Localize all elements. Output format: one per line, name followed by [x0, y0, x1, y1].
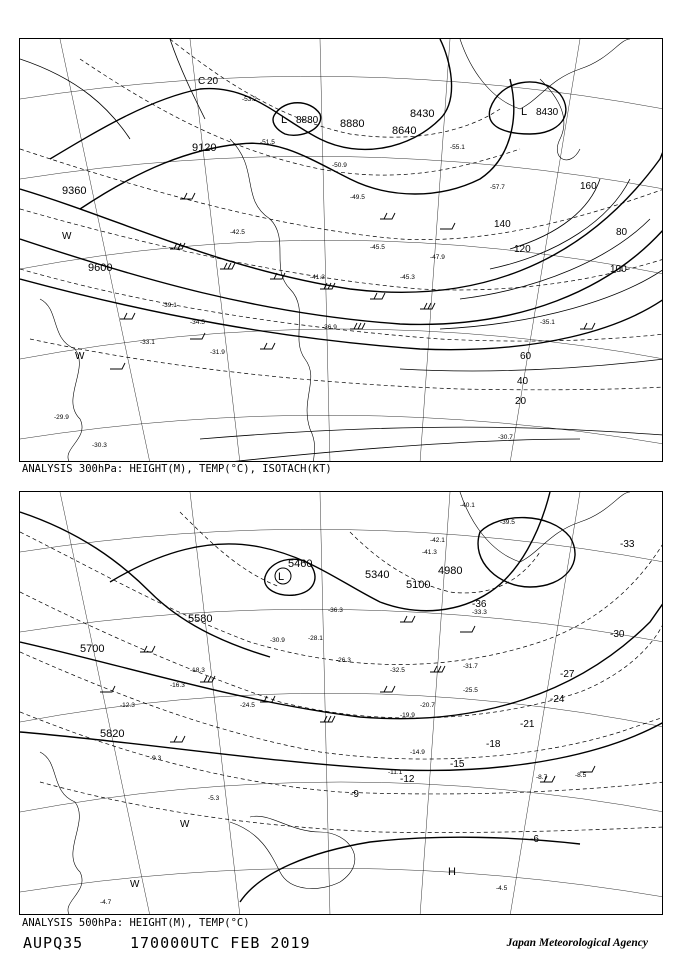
station-temp: -33.3	[472, 609, 487, 616]
station-temp: -47.9	[430, 254, 445, 261]
station-temp: -14.9	[410, 749, 425, 756]
station-temp: -11.1	[388, 769, 403, 776]
isotach-label: 120	[514, 244, 531, 255]
station-temp: -39.1	[162, 302, 177, 309]
warm-center-marker: W	[75, 351, 85, 362]
height-contours-300	[20, 39, 663, 350]
station-temp: -50.9	[332, 162, 347, 169]
height-label: 5700	[80, 643, 105, 655]
station-temp: -41.3	[310, 274, 325, 281]
isotherm-label: -24	[550, 694, 565, 705]
isotherm-label: -36	[472, 599, 487, 610]
low-center-value: 8430	[536, 107, 559, 118]
station-temp: -41.3	[422, 549, 437, 556]
station-temp: -28.1	[308, 635, 323, 642]
height-label: 5100	[406, 579, 431, 591]
cold-center-marker: C	[198, 76, 206, 87]
map-500hpa-graphic	[20, 492, 663, 915]
low-center-marker: L	[521, 106, 528, 118]
isotherm-label: -6	[530, 834, 539, 845]
isotherm-label: -9	[350, 789, 359, 800]
station-temp: -30.3	[92, 442, 107, 449]
warm-center-marker: W	[180, 819, 190, 830]
wind-barbs-500	[100, 616, 595, 782]
station-temp: -40.1	[460, 502, 475, 509]
station-temp: -42.5	[230, 229, 245, 236]
low-center-marker: L	[278, 571, 285, 583]
station-temp: -51.5	[260, 139, 275, 146]
station-temp: -32.5	[390, 667, 405, 674]
station-temp: -24.5	[240, 702, 255, 709]
station-temp: -34.5	[190, 319, 205, 326]
station-temp: -49.5	[350, 194, 365, 201]
station-temp: -45.3	[400, 274, 415, 281]
isotach-label: 100	[610, 264, 627, 275]
isotherm-label: -30	[610, 629, 625, 640]
map-panel-500hpa	[19, 491, 663, 915]
station-temp: -53.2	[242, 96, 257, 103]
station-temp: -8.5	[575, 772, 587, 779]
isotherm-label: -21	[520, 719, 535, 730]
height-label: 8430	[410, 108, 435, 120]
station-temp: -57.7	[490, 184, 505, 191]
station-temp: -30.7	[498, 434, 513, 441]
isotherm-label: -33	[620, 539, 635, 550]
cold-center-value: 20	[207, 76, 219, 87]
isotherm-label: -27	[560, 669, 575, 680]
station-temp: -8.7	[536, 774, 548, 781]
station-temp: -35.1	[540, 319, 555, 326]
isotach-label: 160	[580, 181, 597, 192]
panel-caption-300hpa: ANALYSIS 300hPa: HEIGHT(M), TEMP(°C), ISOTACH(KT)	[22, 463, 332, 475]
graticule-lines	[20, 39, 663, 462]
station-temp: -25.5	[463, 687, 478, 694]
station-temp: -9.3	[150, 755, 162, 762]
isotherm-label: -18	[486, 739, 501, 750]
station-temp: -31.7	[463, 663, 478, 670]
height-label: 8640	[392, 125, 417, 137]
height-label: 5820	[100, 728, 125, 740]
station-temp: -31.9	[210, 349, 225, 356]
map-300hpa-graphic	[20, 39, 663, 462]
height-label: 4980	[438, 565, 463, 577]
height-label: 9120	[192, 142, 217, 154]
station-temp: -4.5	[496, 885, 508, 892]
station-temp: -33.1	[140, 339, 155, 346]
isotach-label: 140	[494, 219, 511, 230]
isotach-label: 60	[520, 351, 532, 362]
isotach-label: 80	[616, 227, 628, 238]
station-temp: -12.3	[120, 702, 135, 709]
station-temp: -45.5	[370, 244, 385, 251]
station-temp: -55.1	[450, 144, 465, 151]
height-label: 9360	[62, 185, 87, 197]
warm-center-marker: W	[62, 231, 72, 242]
station-temp: -4.7	[100, 899, 112, 906]
station-temp: -26.3	[336, 657, 351, 664]
station-temp: -20.7	[420, 702, 435, 709]
chart-code: AUPQ35	[23, 934, 84, 952]
height-label: 5460	[288, 558, 313, 570]
isotachs-300	[20, 39, 663, 462]
height-label: 9600	[88, 262, 113, 274]
isotherm-labels-500	[350, 539, 635, 845]
low-center-marker: L	[281, 114, 288, 126]
station-temp: -19.9	[400, 712, 415, 719]
isotach-label: 40	[517, 376, 529, 387]
station-temps-500	[100, 502, 587, 906]
isotherm-label: -15	[450, 759, 465, 770]
isotherms-300	[20, 39, 663, 390]
graticule-lines	[20, 492, 663, 915]
high-center-marker: H	[448, 866, 456, 878]
panel-caption-500hpa: ANALYSIS 500hPa: HEIGHT(M), TEMP(°C)	[22, 917, 250, 929]
station-temp: -5.3	[208, 795, 220, 802]
isotach-label: 20	[515, 396, 527, 407]
station-temp: -39.5	[500, 519, 515, 526]
station-temp: -36.3	[328, 607, 343, 614]
isotherm-label: -12	[400, 774, 415, 785]
height-label: 5340	[365, 569, 390, 581]
low-center-value: 8880	[296, 115, 319, 126]
station-temp: -16.3	[170, 682, 185, 689]
height-label: 8880	[340, 118, 365, 130]
station-temp: -18.3	[190, 667, 205, 674]
coastline	[40, 39, 630, 462]
station-temp: -30.9	[270, 637, 285, 644]
height-contours-500	[20, 492, 663, 902]
agency-name: Japan Meteorological Agency	[506, 937, 648, 949]
station-temp: -42.1	[430, 537, 445, 544]
isotach-labels-300	[494, 181, 628, 407]
map-panel-300hpa	[19, 38, 663, 462]
station-temp: -36.9	[322, 324, 337, 331]
station-temp: -29.9	[54, 414, 69, 421]
warm-center-marker: W	[130, 879, 140, 890]
height-label: 5580	[188, 613, 213, 625]
valid-time: 170000UTC FEB 2019	[130, 934, 311, 952]
